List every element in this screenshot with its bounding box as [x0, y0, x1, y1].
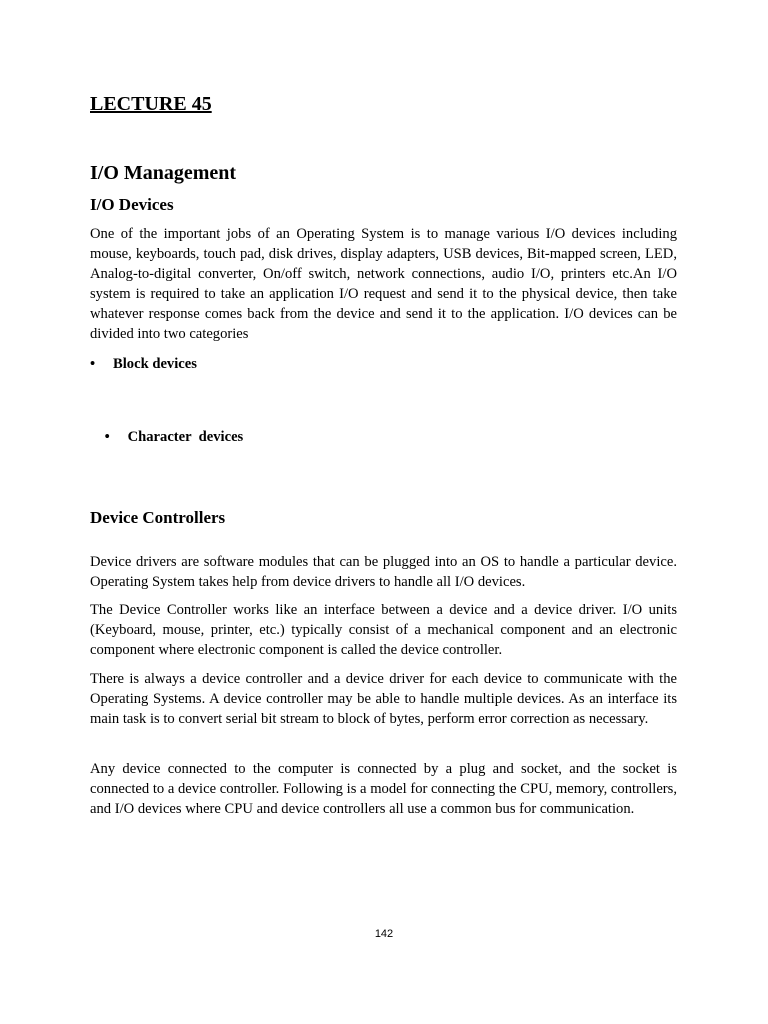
lecture-title: LECTURE 45 — [90, 93, 212, 115]
device-controllers-paragraph-2: The Device Controller works like an interface between a device and a device driver. I/O units (Keyboard, mouse, printer, etc.) typically consist of a mechanical component and an electronic component where electronic component is called the device controller. — [90, 602, 677, 658]
io-devices-paragraph: One of the important jobs of an Operating System is to manage various I/O devices including mouse, keyboards, touch pad, disk drives, display adapters, USB devices, Bit-mapped screen, LED, Analog-to-digital converter, On/off switch, network connections, audio I/O, printers etc.An I/O system is required to take an application I/O request and send it to the physical device, then take whatever response comes back from the device and send it to the application. I/O devices can be divided into two categories — [90, 226, 677, 342]
page-number: 142 — [374, 928, 394, 940]
bullet-label: Block devices — [113, 356, 197, 372]
device-controllers-paragraph-3: There is always a device controller and a device driver for each device to communicate with the Operating Systems. A device controller may be able to handle multiple devices. As an interface its main task is to convert serial bit stream to block of bytes, perform error correction as necessary. — [90, 671, 677, 727]
bullet-icon: • — [104, 429, 110, 445]
section-title: I/O Management — [90, 162, 237, 184]
bullet-block-devices — [90, 356, 197, 373]
io-devices-heading: I/O Devices — [90, 195, 174, 214]
bullet-label: Character devices — [127, 429, 244, 445]
device-controllers-paragraph-1: Device drivers are software modules that can be plugged into an OS to handle a particular device. Operating System takes help from device drivers to handle all I/O devices. — [90, 554, 677, 590]
device-controllers-paragraph-4: Any device connected to the computer is connected by a plug and socket, and the socket is connected to a device controller. Following is a model for connecting the CPU, memory, controllers, and I/O devices where CPU and device controllers all use a common bus for communication. — [90, 761, 677, 817]
device-controllers-heading: Device Controllers — [90, 508, 226, 527]
bullet-character-devices — [90, 412, 243, 463]
bullet-icon: • — [90, 356, 96, 372]
